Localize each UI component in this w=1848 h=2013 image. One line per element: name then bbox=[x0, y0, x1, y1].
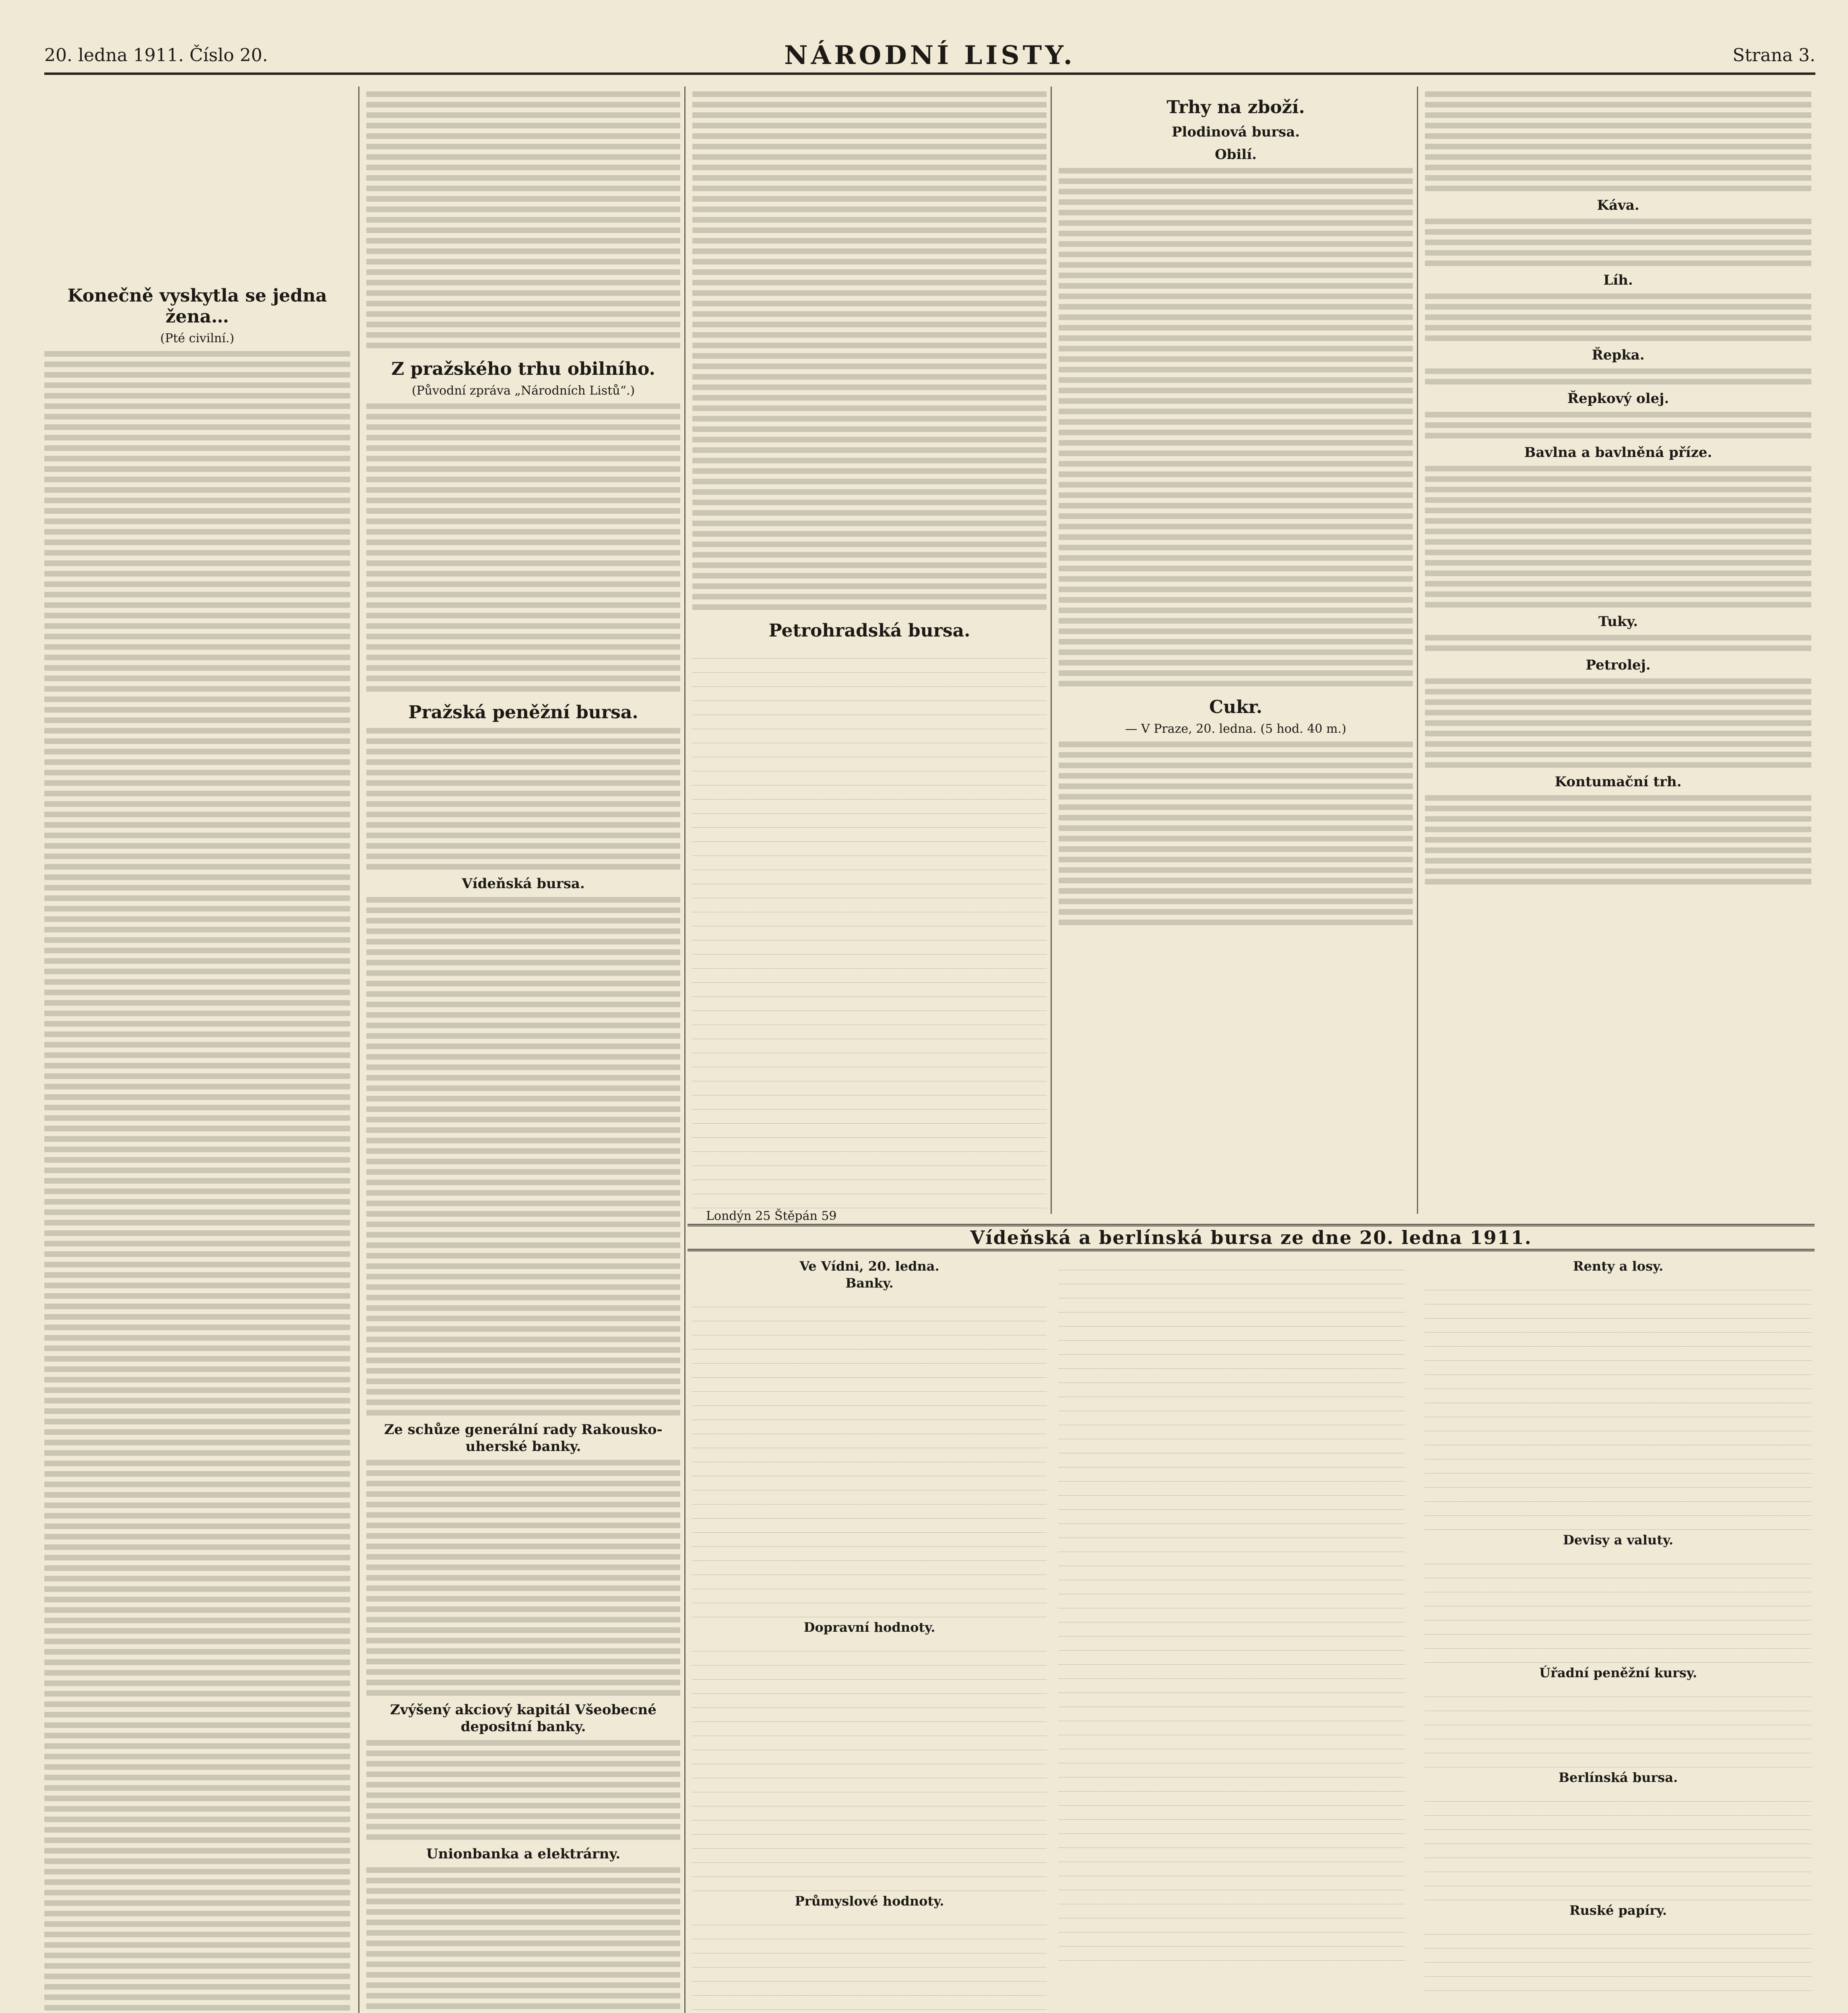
quote-list bbox=[692, 645, 1047, 1208]
body-text-block bbox=[366, 403, 680, 692]
body-text-block bbox=[1059, 168, 1413, 686]
column-5 bbox=[1425, 87, 1811, 1214]
story-body bbox=[44, 351, 350, 2013]
page-label: Strana 3. bbox=[1732, 45, 1815, 66]
vienna-heading: Ve Vídni, 20. ledna. bbox=[799, 1259, 939, 1274]
column-4 bbox=[1059, 87, 1413, 1214]
story-title: Konečně vyskytla se jedna žena… bbox=[67, 285, 327, 327]
sugar-byline: — V Praze, 20. ledna. (5 hod. 40 m.) bbox=[1125, 722, 1346, 736]
grain-title: Obilí. bbox=[1215, 147, 1257, 163]
column-1 bbox=[44, 87, 350, 2013]
page-header bbox=[44, 40, 1815, 75]
body-text-block bbox=[1425, 91, 1811, 191]
body-text-block bbox=[1059, 742, 1413, 925]
masthead: NÁRODNÍ LISTY. bbox=[784, 40, 1076, 70]
rents-heading: Renty a losy. bbox=[1573, 1259, 1664, 1274]
body-text-block bbox=[366, 1867, 680, 2013]
grain-market-title: Z pražského trhu obilního. bbox=[391, 359, 655, 379]
coffee-title: Káva. bbox=[1597, 197, 1639, 213]
cotton-title: Bavlna a bavlněná příze. bbox=[1524, 444, 1712, 461]
rapeseed-title: Řepka. bbox=[1592, 347, 1645, 363]
banks-heading: Banky. bbox=[845, 1275, 894, 1291]
column-divider bbox=[1417, 87, 1418, 1214]
industry-heading: Průmyslové hodnoty. bbox=[795, 1893, 944, 1909]
body-text-block bbox=[366, 1460, 680, 1696]
official-rates-heading: Úřadní peněžní kursy. bbox=[1539, 1665, 1697, 1680]
spirit-title: Líh. bbox=[1603, 272, 1633, 288]
column-3 bbox=[692, 87, 1047, 1223]
produce-exchange-title: Plodinová bursa. bbox=[1171, 124, 1300, 140]
body-text-block bbox=[366, 1740, 680, 1840]
prague-bourse-title: Pražská peněžní bursa. bbox=[408, 702, 638, 723]
petroleum-title: Petrolej. bbox=[1586, 657, 1651, 673]
bourse-band-title: Vídeňská a berlínská bursa ze dne 20. ledna 1911. bbox=[688, 1224, 1815, 1251]
rapeseed-oil-title: Řepkový olej. bbox=[1567, 391, 1669, 407]
russian-papers-heading: Ruské papíry. bbox=[1569, 1903, 1667, 1918]
bank-council-title: Ze schůze generální rady Rakousko-uherské banky. bbox=[384, 1422, 663, 1455]
body-text-block bbox=[366, 91, 680, 348]
column-2 bbox=[366, 87, 680, 2013]
sugar-title: Cukr. bbox=[1209, 697, 1262, 717]
deposit-bank-title: Zvýšený akciový kapitál Všeobecné depositní banky. bbox=[390, 1702, 657, 1735]
vienna-market-table-2 bbox=[1059, 1256, 1405, 2013]
berlin-heading: Berlínská bursa. bbox=[1558, 1770, 1678, 1785]
vienna-market-table-3 bbox=[1425, 1256, 1811, 2013]
petersburg-bourse-title: Petrohradská bursa. bbox=[768, 620, 970, 641]
fats-title: Tuky. bbox=[1598, 614, 1638, 630]
grain-market-byline: (Původní zpráva „Národních Listů“.) bbox=[411, 384, 635, 398]
rail-heading: Dopravní hodnoty. bbox=[803, 1620, 935, 1635]
unionbank-title: Unionbanka a elektrárny. bbox=[426, 1846, 621, 1862]
column-divider bbox=[684, 87, 686, 2013]
body-text-block bbox=[366, 897, 680, 1416]
body-text-block bbox=[44, 87, 350, 275]
issue-date: 20. ledna 1911. Číslo 20. bbox=[44, 45, 268, 66]
story-byline: (Pté civilní.) bbox=[160, 331, 234, 345]
body-text-block bbox=[692, 91, 1047, 610]
devises-heading: Devisy a valuty. bbox=[1563, 1532, 1674, 1548]
quote-footer: Londýn 25 Štěpán 59 bbox=[706, 1209, 837, 1223]
column-divider bbox=[1051, 87, 1052, 1214]
vienna-bourse-title: Vídeňská bursa. bbox=[462, 876, 585, 892]
vienna-market-table-1 bbox=[692, 1256, 1047, 2013]
cattle-market-title: Kontumační trh. bbox=[1555, 774, 1682, 790]
commodities-title: Trhy na zboží. bbox=[1167, 97, 1305, 118]
body-text-block bbox=[366, 728, 680, 870]
column-divider bbox=[358, 87, 359, 2013]
